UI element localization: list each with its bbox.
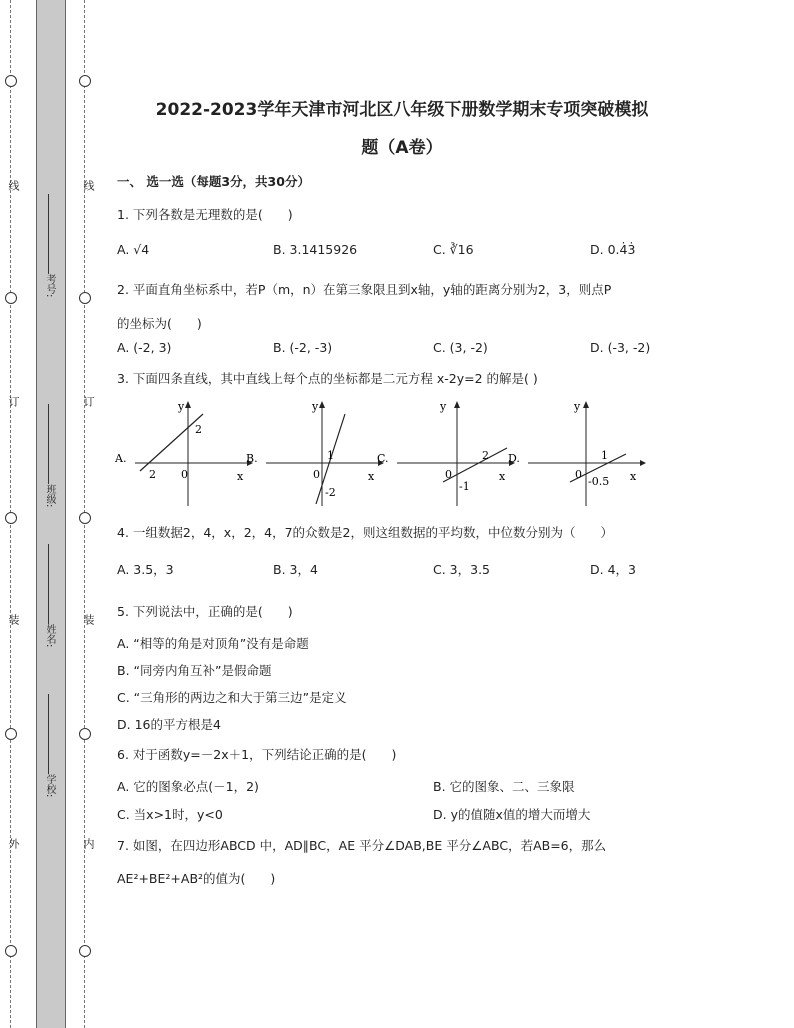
school-field[interactable]: 学校: [42, 690, 57, 797]
q2-stem: 2. 平面直角坐标系中，若P（m，n）在第三象限且到x轴，y轴的距离分别为2，3，则点P [117, 282, 612, 297]
q3-graph-c[interactable] [377, 396, 517, 510]
exam-number-field[interactable]: 考号: [42, 190, 57, 297]
margin-label: 外 [7, 838, 20, 849]
tick-label: -0.5 [588, 475, 610, 488]
q1-option-a[interactable]: A. √4 [117, 242, 150, 257]
tick-label: 2 [149, 468, 156, 481]
binding-hole-icon [79, 512, 91, 524]
tick-label: 2 [482, 449, 489, 462]
q5-option-d[interactable]: D. 16的平方根是4 [117, 717, 221, 732]
graph-letter: A. [115, 452, 127, 465]
origin-label: 0 [181, 468, 188, 481]
binding-hole-icon [5, 75, 17, 87]
margin-label: 订 [7, 396, 20, 407]
q2-option-c[interactable]: C. (3, -2) [433, 340, 488, 355]
q4-option-a[interactable]: A. 3.5，3 [117, 562, 174, 577]
binding-hole-icon [5, 512, 17, 524]
q3-graph-a[interactable] [115, 396, 255, 510]
margin-label: 装 [82, 614, 95, 625]
binding-hole-icon [5, 292, 17, 304]
q7-stem-cont: AE²+BE²+AB²的值为( ) [117, 871, 276, 886]
q1-option-b[interactable]: B. 3.1415926 [273, 242, 358, 257]
axis-label: x [368, 470, 375, 483]
binding-hole-icon [79, 945, 91, 957]
tick-label: 1 [601, 449, 608, 462]
tick-label: -2 [325, 486, 336, 499]
q6-option-d[interactable]: D. y的值随x值的增大而增大 [433, 807, 591, 822]
q6-option-c[interactable]: C. 当x>1时，y<0 [117, 807, 223, 822]
q2-option-a[interactable]: A. (-2, 3) [117, 340, 172, 355]
binding-margin [0, 0, 100, 1028]
q2-option-b[interactable]: B. (-2, -3) [273, 340, 333, 355]
class-field[interactable]: 班级: [42, 400, 57, 507]
q2-stem-cont: 的坐标为( ) [117, 316, 202, 331]
graph-letter: D. [508, 452, 520, 465]
margin-label: 订 [82, 396, 95, 407]
origin-label: 0 [313, 468, 320, 481]
origin-label: 0 [445, 468, 452, 481]
q4-option-d[interactable]: D. 4，3 [590, 562, 636, 577]
q5-option-c[interactable]: C. “三角形的两边之和大于第三边”是定义 [117, 690, 347, 705]
margin-label: 内 [82, 838, 95, 849]
name-field[interactable]: 姓名: [42, 540, 57, 647]
margin-label: 装 [7, 614, 20, 625]
binding-hole-icon [5, 728, 17, 740]
q5-option-b[interactable]: B. “同旁内角互补”是假命题 [117, 663, 272, 678]
page-title-cont: 题（A卷） [361, 138, 443, 158]
axis-label: y [574, 400, 581, 413]
binding-hole-icon [79, 75, 91, 87]
q6-option-b[interactable]: B. 它的图象、二、三象限 [433, 779, 575, 794]
q4-stem: 4. 一组数据2，4，x，2，4，7的众数是2，则这组数据的平均数，中位数分别为（ ） [117, 525, 614, 540]
section-heading: 一、 选一选（每题3分，共30分） [117, 174, 310, 189]
tick-label: 1 [327, 449, 334, 462]
page-title: 2022-2023学年天津市河北区八年级下册数学期末专项突破模拟 [155, 100, 649, 120]
q6-stem: 6. 对于函数y=－2x＋1，下列结论正确的是( ) [117, 747, 397, 762]
tick-label: -1 [459, 480, 470, 493]
margin-label: 线 [7, 180, 20, 191]
axis-label: y [312, 400, 319, 413]
graph-letter: B. [246, 452, 258, 465]
q6-option-a[interactable]: A. 它的图象必点(－1，2) [117, 779, 259, 794]
gray-binding-strip [36, 0, 66, 1028]
q1-option-c[interactable]: C. ∛16 [433, 242, 474, 257]
axis-label: x [630, 470, 637, 483]
q3-graph-d[interactable] [508, 396, 648, 510]
graph-letter: C. [377, 452, 389, 465]
q3-graph-b[interactable] [246, 396, 386, 510]
binding-hole-icon [79, 728, 91, 740]
axis-label: y [178, 400, 185, 413]
axis-label: y [440, 400, 447, 413]
margin-label: 线 [82, 180, 95, 191]
q1-stem: 1. 下列各数是无理数的是( ) [117, 207, 293, 222]
q4-option-c[interactable]: C. 3，3.5 [433, 562, 491, 577]
q1-option-d[interactable]: D. 0.4̇3̇ [590, 242, 636, 257]
q5-option-a[interactable]: A. “相等的角是对顶角”没有是命题 [117, 636, 309, 651]
tick-label: 2 [195, 423, 202, 436]
axis-label: x [499, 470, 506, 483]
axis-label: x [237, 470, 244, 483]
q3-stem: 3. 下面四条直线，其中直线上每个点的坐标都是二元方程 x-2y=2 的解是( ) [117, 371, 538, 386]
binding-hole-icon [5, 945, 17, 957]
origin-label: 0 [575, 468, 582, 481]
q5-stem: 5. 下列说法中，正确的是( ) [117, 604, 293, 619]
q4-option-b[interactable]: B. 3，4 [273, 562, 318, 577]
q2-option-d[interactable]: D. (-3, -2) [590, 340, 651, 355]
binding-hole-icon [79, 292, 91, 304]
q7-stem: 7. 如图，在四边形ABCD 中，AD∥BC，AE 平分∠DAB,BE 平分∠ABC，若AB=6，那么 [117, 838, 607, 853]
